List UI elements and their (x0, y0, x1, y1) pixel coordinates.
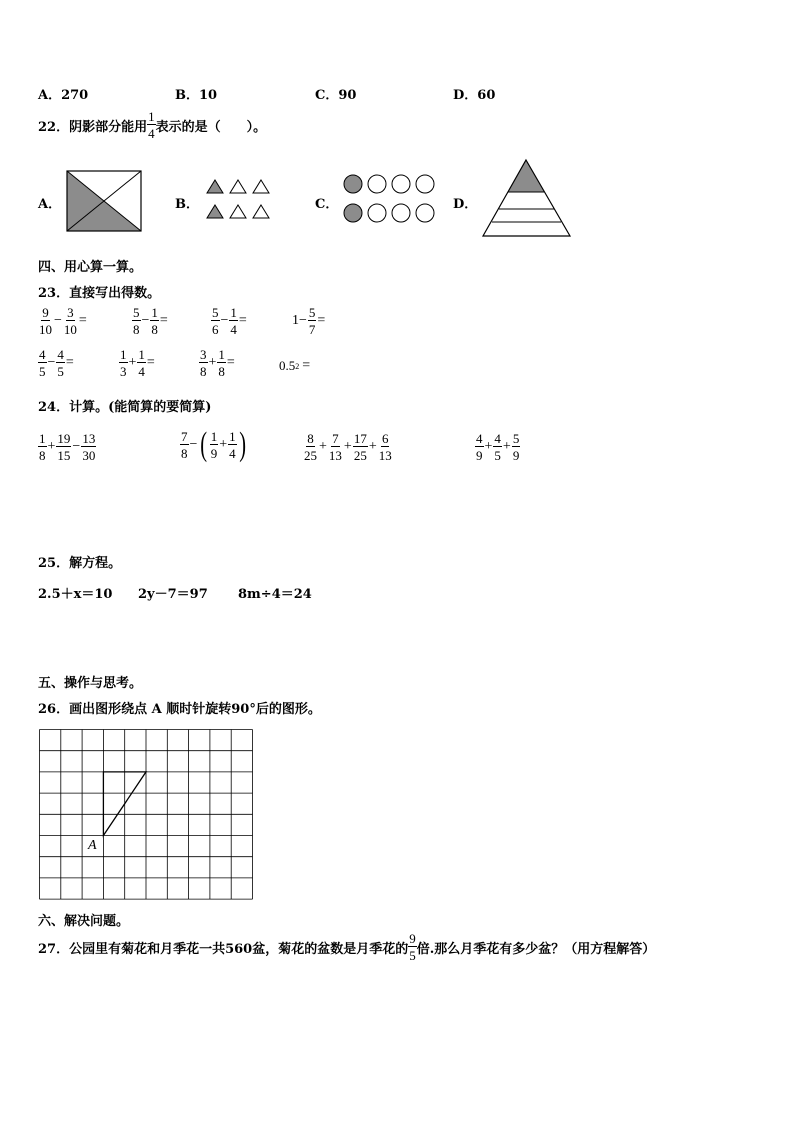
q25-equation-2: 2y－7＝97 (138, 587, 208, 602)
q23-r1-e3: $\frac{5}{6}$ − $\frac{1}{4}$ = (212, 305, 247, 337)
q27-prefix: 27．公园里有菊花和月季花一共560盆，菊花的盆数是月季花的 (38, 941, 409, 957)
section-4-heading: 四、用心算一算。 (38, 260, 143, 275)
q21-option-d[interactable] (453, 84, 495, 103)
q22-label-b: B． (175, 197, 199, 212)
q24-e2: $\frac{7}{8}$ − ( $\frac{1}{9}$ + $\frac{1}{4}$ ) (181, 426, 246, 463)
q25-equation-1: 2.5＋x＝10 (38, 587, 113, 602)
q22-figure-b[interactable] (205, 178, 275, 222)
q27-fraction: $\frac{9}{5}$ (409, 931, 416, 963)
q26-title: 26．画出图形绕点 A 顺时针旋转90°后的图形。 (38, 702, 321, 717)
option-letter: D． (453, 88, 478, 103)
q21-option-c[interactable] (315, 84, 356, 103)
q22-question (38, 110, 266, 140)
option-value: 270 (61, 88, 89, 103)
q22-suffix: 表示的是（ ）。 (155, 119, 267, 135)
q23-r2-e2: $\frac{1}{3}$ + $\frac{1}{4}$ = (120, 347, 155, 379)
q21-option-b[interactable] (175, 84, 217, 103)
q22-label-a: A． (38, 197, 62, 212)
q26-grid[interactable] (39, 729, 253, 899)
option-letter: C． (315, 88, 339, 103)
q23-title: 23．直接写出得数。 (38, 286, 161, 301)
q25-title: 25．解方程。 (38, 556, 122, 571)
q27-question (38, 932, 655, 962)
q22-fraction: $\frac{1}{4}$ (148, 109, 155, 141)
option-value: 90 (338, 88, 357, 103)
q23-r1-e4: 1− $\frac{5}{7}$ = (292, 305, 326, 337)
q25-equation-3: 8m÷4＝24 (238, 587, 312, 602)
q22-figure-d[interactable] (482, 159, 572, 239)
q22-figure-a[interactable] (66, 170, 142, 232)
section-5-heading: 五、操作与思考。 (38, 676, 143, 691)
option-letter: B． (175, 88, 199, 103)
option-value: 60 (477, 88, 496, 103)
q23-r2-e3: $\frac{3}{8}$ + $\frac{1}{8}$ = (200, 347, 235, 379)
option-value: 10 (199, 88, 218, 103)
q23-r1-e1: $\frac{9}{10}$ − $\frac{3}{10}$ = (39, 305, 87, 337)
q24-e1: $\frac{1}{8}$ + $\frac{19}{15}$ − $\frac{13}{30}$ (39, 431, 96, 463)
option-letter: A． (38, 88, 62, 103)
q27-suffix: 倍.那么月季花有多少盆？（用方程解答） (416, 941, 656, 957)
section-6-heading: 六、解决问题。 (38, 914, 130, 929)
point-a-label: A (88, 838, 97, 853)
q22-figure-c[interactable] (342, 173, 438, 225)
q21-option-a[interactable] (38, 84, 88, 103)
q23-r2-e4: 0.5 2 = (279, 358, 311, 373)
q24-e3: $\frac{8}{25}$ + $\frac{7}{13}$ + $\frac{17}{25}$ + $\frac{6}{13}$ (304, 431, 392, 463)
q23-r1-e2: $\frac{5}{8}$ − $\frac{1}{8}$ = (133, 305, 168, 337)
q22-prefix: 22．阴影部分能用 (38, 119, 148, 135)
q23-r2-e1: $\frac{4}{5}$ − $\frac{4}{5}$ = (39, 347, 74, 379)
q24-e4: $\frac{4}{9}$ + $\frac{4}{5}$ + $\frac{5}{9}$ (476, 431, 520, 463)
q24-title: 24．计算。(能简算的要简算) (38, 400, 212, 415)
q22-label-c: C． (315, 197, 339, 212)
q22-label-d: D． (453, 197, 478, 212)
